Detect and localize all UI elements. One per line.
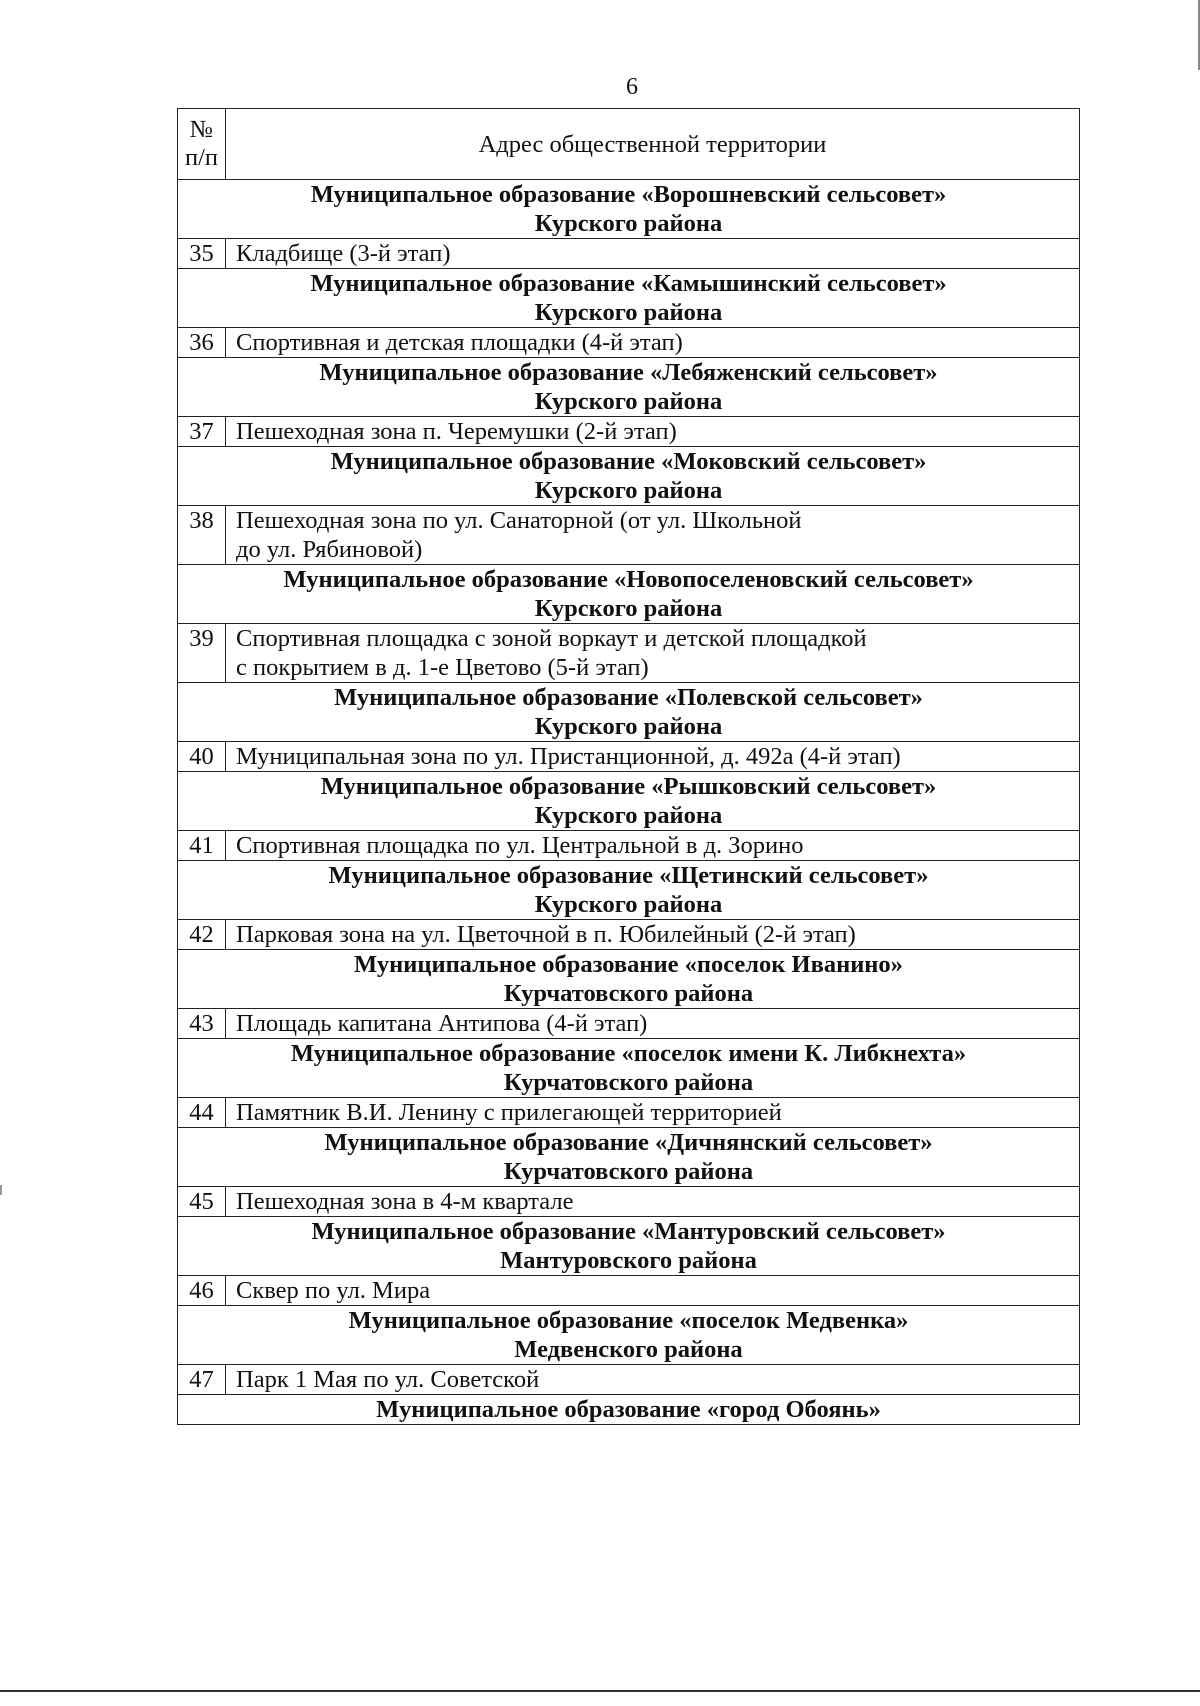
table-row	[178, 1009, 1080, 1039]
territory-address: Муниципальная зона по ул. Пристанционной, д. 492а (4-й этап)	[226, 742, 1080, 772]
municipality-header-row	[178, 1039, 1080, 1098]
municipality-header-row	[178, 447, 1080, 506]
territory-address: Пешеходная зона по ул. Санаторной (от ул. Школьной до ул. Рябиновой)	[226, 506, 1080, 565]
territory-address: Спортивная и детская площадки (4-й этап)	[226, 328, 1080, 358]
row-number: 45	[178, 1187, 226, 1217]
column-header-number	[178, 109, 226, 180]
table-row	[178, 920, 1080, 950]
municipality-header-row	[178, 683, 1080, 742]
municipality-name: Муниципальное образование «поселок имени К. Либкнехта» Курчатовского района	[178, 1039, 1080, 1098]
municipality-header-row	[178, 950, 1080, 1009]
table-row	[178, 506, 1080, 565]
municipality-name: Муниципальное образование «город Обоянь»	[178, 1395, 1080, 1425]
municipality-name: Муниципальное образование «Лебяженский сельсовет» Курского района	[178, 358, 1080, 417]
municipality-header-row	[178, 180, 1080, 239]
municipality-name: Муниципальное образование «Моковский сельсовет» Курского района	[178, 447, 1080, 506]
page-number: 6	[626, 74, 638, 100]
municipality-header-row	[178, 1217, 1080, 1276]
municipality-header-row	[178, 358, 1080, 417]
row-number: 46	[178, 1276, 226, 1306]
table-row	[178, 239, 1080, 269]
scan-bottom-edge	[0, 1690, 1200, 1692]
table-row	[178, 328, 1080, 358]
table-header-row	[178, 109, 1080, 180]
table-row	[178, 624, 1080, 683]
row-number: 40	[178, 742, 226, 772]
territory-address: Спортивная площадка с зоной воркаут и детской площадкой с покрытием в д. 1-е Цветово (5-й этап)	[226, 624, 1080, 683]
scan-edge-mark-left	[0, 1185, 2, 1195]
row-number: 43	[178, 1009, 226, 1039]
municipality-name: Муниципальное образование «Рышковский сельсовет» Курского района	[178, 772, 1080, 831]
column-header-number-label: № п/п	[184, 116, 219, 171]
row-number: 47	[178, 1365, 226, 1395]
municipality-name: Муниципальное образование «Мантуровский сельсовет» Мантуровского района	[178, 1217, 1080, 1276]
municipality-name: Муниципальное образование «Новопоселеновский сельсовет» Курского района	[178, 565, 1080, 624]
territory-address: Парк 1 Мая по ул. Советской	[226, 1365, 1080, 1395]
table-row	[178, 1187, 1080, 1217]
row-number: 38	[178, 506, 226, 565]
municipality-name: Муниципальное образование «Камышинский сельсовет» Курского района	[178, 269, 1080, 328]
row-number: 44	[178, 1098, 226, 1128]
municipality-header-row	[178, 861, 1080, 920]
row-number: 36	[178, 328, 226, 358]
municipality-header-row	[178, 772, 1080, 831]
row-number: 42	[178, 920, 226, 950]
territory-address: Площадь капитана Антипова (4-й этап)	[226, 1009, 1080, 1039]
territory-address: Спортивная площадка по ул. Центральной в д. Зорино	[226, 831, 1080, 861]
table-row	[178, 742, 1080, 772]
row-number: 41	[178, 831, 226, 861]
public-territories-table	[177, 108, 1080, 1425]
table-body	[178, 180, 1080, 1425]
row-number: 39	[178, 624, 226, 683]
municipality-header-row	[178, 565, 1080, 624]
row-number: 37	[178, 417, 226, 447]
territory-address: Кладбище (3-й этап)	[226, 239, 1080, 269]
territory-address: Памятник В.И. Ленину с прилегающей территорией	[226, 1098, 1080, 1128]
municipality-header-row	[178, 1306, 1080, 1365]
table-row	[178, 1098, 1080, 1128]
table-row	[178, 417, 1080, 447]
territory-address: Пешеходная зона п. Черемушки (2-й этап)	[226, 417, 1080, 447]
table-row	[178, 831, 1080, 861]
municipality-name: Муниципальное образование «Щетинский сельсовет» Курского района	[178, 861, 1080, 920]
column-header-address: Адрес общественной территории	[226, 109, 1080, 180]
table-row	[178, 1276, 1080, 1306]
territory-address: Сквер по ул. Мира	[226, 1276, 1080, 1306]
municipality-name: Муниципальное образование «Полевской сельсовет» Курского района	[178, 683, 1080, 742]
row-number: 35	[178, 239, 226, 269]
table-row	[178, 1365, 1080, 1395]
territory-address: Парковая зона на ул. Цветочной в п. Юбилейный (2-й этап)	[226, 920, 1080, 950]
municipality-header-row	[178, 269, 1080, 328]
municipality-name: Муниципальное образование «поселок Иванино» Курчатовского района	[178, 950, 1080, 1009]
municipality-name: Муниципальное образование «Ворошневский сельсовет» Курского района	[178, 180, 1080, 239]
municipality-name: Муниципальное образование «поселок Медвенка» Медвенского района	[178, 1306, 1080, 1365]
municipality-header-row	[178, 1128, 1080, 1187]
territory-address: Пешеходная зона в 4-м квартале	[226, 1187, 1080, 1217]
municipality-header-row	[178, 1395, 1080, 1425]
municipality-name: Муниципальное образование «Дичнянский сельсовет» Курчатовского района	[178, 1128, 1080, 1187]
